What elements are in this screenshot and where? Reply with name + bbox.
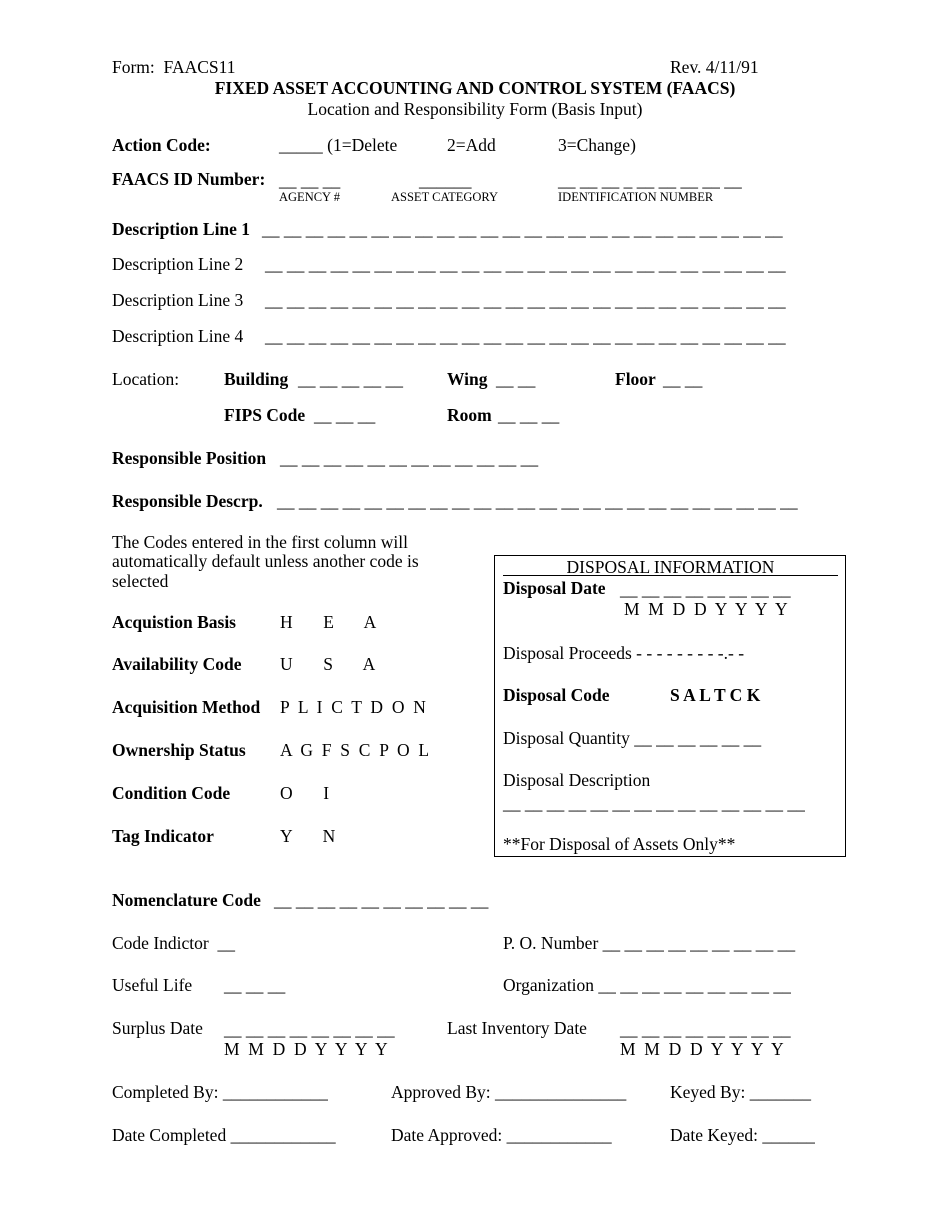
acquisition-basis-options[interactable]: H E A: [280, 612, 377, 632]
po-number-field[interactable]: P. O. Number __ __ __ __ __ __ __ __ __: [503, 933, 796, 953]
asset-category-field[interactable]: ______: [419, 170, 472, 190]
last-inventory-date-field[interactable]: __ __ __ __ __ __ __ __: [620, 1019, 791, 1039]
codes-note-line-3: selected: [112, 571, 169, 591]
action-code-add: 2=Add: [447, 135, 496, 155]
ownership-status-label: Ownership Status: [112, 740, 246, 760]
codes-note-line-2: automatically default unless another code is: [112, 551, 419, 571]
surplus-date-field[interactable]: __ __ __ __ __ __ __ __: [224, 1019, 395, 1039]
disposal-proceeds-field[interactable]: Disposal Proceeds - - - - - - - - -.- -: [503, 643, 745, 663]
floor-field[interactable]: __ __: [663, 369, 703, 389]
date-keyed-field[interactable]: Date Keyed: ______: [670, 1125, 815, 1145]
responsible-descrp-field[interactable]: __ __ __ __ __ __ __ __ __ __ __ __ __ __ __ __ __ __ __ __ __ __ __ __: [277, 491, 798, 511]
disposal-information-header: DISPOSAL INFORMATION: [566, 557, 775, 577]
description-line-2-label: Description Line 2: [112, 254, 244, 274]
description-line-4-field[interactable]: __ __ __ __ __ __ __ __ __ __ __ __ __ __ __ __ __ __ __ __ __ __ __ __: [265, 326, 786, 346]
form-title: FIXED ASSET ACCOUNTING AND CONTROL SYSTEM (FAACS): [214, 78, 736, 98]
disposal-code-label: Disposal Code: [503, 685, 610, 705]
disposal-date-field[interactable]: __ __ __ __ __ __ __ __: [620, 579, 791, 599]
useful-life-label: Useful Life: [112, 975, 193, 995]
acquisition-method-label: Acquisition Method: [112, 697, 261, 717]
code-indicator-field[interactable]: Code Indictor __: [112, 933, 235, 953]
form-subtitle: Location and Responsibility Form (Basis Input): [307, 99, 643, 119]
keyed-by-field[interactable]: Keyed By: _______: [670, 1082, 811, 1102]
nomenclature-code-field[interactable]: __ __ __ __ __ __ __ __ __ __: [274, 890, 489, 910]
acquisition-basis-label: Acquistion Basis: [112, 612, 236, 632]
revision-date: Rev. 4/11/91: [670, 57, 759, 77]
faacs-id-label: FAACS ID Number:: [112, 169, 266, 189]
disposal-header-underline: [503, 575, 838, 576]
disposal-description-field[interactable]: __ __ __ __ __ __ __ __ __ __ __ __ __ __: [503, 793, 805, 813]
last-inventory-date-format: M M D D Y Y Y Y: [620, 1039, 784, 1059]
identification-number-caption: IDENTIFICATION NUMBER: [558, 190, 714, 204]
asset-category-caption: ASSET CATEGORY: [391, 190, 499, 204]
surplus-date-label: Surplus Date: [112, 1018, 203, 1038]
action-code-field[interactable]: _____ (1=Delete: [279, 135, 398, 155]
wing-field[interactable]: __ __: [496, 369, 536, 389]
useful-life-field[interactable]: __ __ __: [224, 975, 286, 995]
responsible-position-label: Responsible Position: [112, 448, 267, 468]
disposal-date-label: Disposal Date: [503, 578, 606, 598]
description-line-3-field[interactable]: __ __ __ __ __ __ __ __ __ __ __ __ __ __ __ __ __ __ __ __ __ __ __ __: [265, 290, 786, 310]
fips-code-field[interactable]: __ __ __: [314, 405, 376, 425]
disposal-quantity-field[interactable]: Disposal Quantity __ __ __ __ __ __: [503, 728, 762, 748]
room-field[interactable]: __ __ __: [498, 405, 560, 425]
action-code-change: 3=Change): [558, 135, 636, 155]
disposal-description-label: Disposal Description: [503, 770, 651, 790]
room-label: Room: [447, 405, 492, 425]
acquisition-method-options[interactable]: P L I C T D O N: [280, 697, 426, 717]
description-line-1-label: Description Line 1: [112, 219, 251, 239]
surplus-date-format: M M D D Y Y Y Y: [224, 1039, 388, 1059]
approved-by-field[interactable]: Approved By: _______________: [391, 1082, 627, 1102]
disposal-code-options[interactable]: S A L T C K: [670, 685, 761, 705]
availability-code-options[interactable]: U S A: [280, 654, 376, 674]
building-field[interactable]: __ __ __ __ __: [298, 369, 403, 389]
completed-by-field[interactable]: Completed By: ____________: [112, 1082, 328, 1102]
responsible-position-field[interactable]: __ __ __ __ __ __ __ __ __ __ __ __: [280, 448, 539, 468]
organization-field[interactable]: Organization __ __ __ __ __ __ __ __ __: [503, 975, 791, 995]
responsible-descrp-label: Responsible Descrp.: [112, 491, 263, 511]
location-label: Location:: [112, 369, 180, 389]
action-code-label: Action Code:: [112, 135, 211, 155]
fips-code-label: FIPS Code: [224, 405, 306, 425]
codes-note-line-1: The Codes entered in the first column will: [112, 532, 408, 552]
date-approved-field[interactable]: Date Approved: ____________: [391, 1125, 612, 1145]
availability-code-label: Availability Code: [112, 654, 242, 674]
tag-indicator-label: Tag Indicator: [112, 826, 214, 846]
date-completed-field[interactable]: Date Completed ____________: [112, 1125, 336, 1145]
agency-caption: AGENCY #: [279, 190, 340, 204]
condition-code-options[interactable]: O I: [280, 783, 330, 803]
wing-label: Wing: [447, 369, 488, 389]
description-line-3-label: Description Line 3: [112, 290, 244, 310]
form-id: Form: FAACS11: [112, 57, 236, 77]
ownership-status-options[interactable]: A G F S C P O L: [280, 740, 430, 760]
nomenclature-code-label: Nomenclature Code: [112, 890, 261, 910]
identification-number-field[interactable]: __ __ __ _ __ __ __ __ __: [558, 170, 742, 190]
disposal-note: **For Disposal of Assets Only**: [503, 834, 736, 854]
floor-label: Floor: [615, 369, 656, 389]
last-inventory-date-label: Last Inventory Date: [447, 1018, 587, 1038]
description-line-2-field[interactable]: __ __ __ __ __ __ __ __ __ __ __ __ __ __ __ __ __ __ __ __ __ __ __ __: [265, 254, 786, 274]
disposal-date-format: M M D D Y Y Y Y: [624, 599, 788, 619]
description-line-1-field[interactable]: __ __ __ __ __ __ __ __ __ __ __ __ __ __ __ __ __ __ __ __ __ __ __ __: [262, 219, 783, 239]
description-line-4-label: Description Line 4: [112, 326, 244, 346]
building-label: Building: [224, 369, 289, 389]
condition-code-label: Condition Code: [112, 783, 231, 803]
tag-indicator-options[interactable]: Y N: [280, 826, 336, 846]
agency-number-field[interactable]: __ __ __: [279, 170, 341, 190]
